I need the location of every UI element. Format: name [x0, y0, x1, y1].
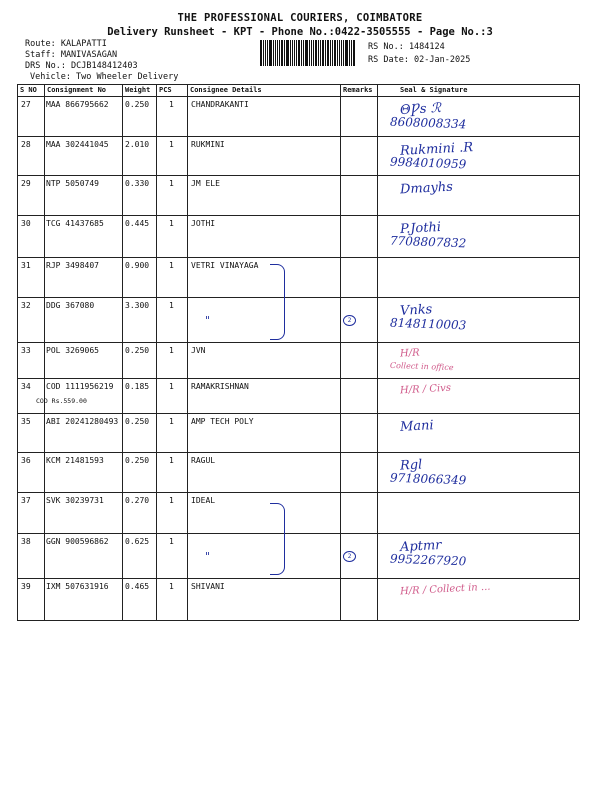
- row-pcs: 1: [169, 301, 174, 310]
- row-consignment-no: MAA 866795662: [46, 100, 109, 109]
- row-sno: 32: [21, 301, 31, 310]
- table-row-divider: [17, 533, 579, 534]
- signature-phone: 7708807832: [389, 233, 467, 251]
- signature-phone: 8608008334: [389, 114, 467, 132]
- row-consignee: RAGUL: [191, 456, 216, 465]
- barcode-bar: [343, 40, 344, 66]
- barcode-bar: [269, 40, 272, 66]
- signature-phone: 9952267920: [389, 551, 467, 569]
- barcode-bar: [325, 40, 326, 66]
- signature-phone: 8148110003: [389, 315, 467, 333]
- row-weight: 0.250: [125, 346, 150, 355]
- barcode-bar: [267, 40, 269, 66]
- signature: Vnks: [399, 302, 433, 319]
- column-header: S NO: [20, 86, 37, 94]
- table-column-divider: [187, 84, 188, 620]
- column-header: Weight: [125, 86, 151, 94]
- row-consignee: SHIVANI: [191, 582, 225, 591]
- barcode-bar: [330, 40, 331, 66]
- signature: Dmayhs: [399, 179, 454, 198]
- row-consignment-no: DDG 367080: [46, 301, 95, 310]
- row-pcs: 1: [169, 346, 174, 355]
- row-consignee: VETRI VINAYAGA: [191, 261, 259, 270]
- table-row-divider: [17, 175, 579, 176]
- bracket-scribble: [270, 503, 285, 575]
- signature: H/R / Collect in ...: [399, 581, 491, 598]
- row-pcs: 1: [169, 417, 174, 426]
- row-consignee: RUKMINI: [191, 140, 225, 149]
- barcode-bar: [349, 40, 351, 66]
- table-column-divider: [156, 84, 157, 620]
- barcode-bar: [275, 40, 276, 66]
- row-consignment-no: TCG 41437685: [46, 219, 104, 228]
- table-row-divider: [17, 215, 579, 216]
- row-sno: 33: [21, 346, 31, 355]
- column-header: PCS: [159, 86, 172, 94]
- barcode-bar: [345, 40, 348, 66]
- row-sno: 35: [21, 417, 31, 426]
- barcode-bar: [318, 40, 319, 66]
- bracket-scribble: [270, 264, 285, 340]
- row-sno: 28: [21, 140, 31, 149]
- row-consignment-no: GGN 900596862: [46, 537, 109, 546]
- row-consignment-no: SVK 30239731: [46, 496, 104, 505]
- row-consignee: CHANDRAKANTI: [191, 100, 249, 109]
- row-weight: 0.445: [125, 219, 150, 228]
- barcode-bar: [301, 40, 302, 66]
- table-row-divider: [17, 452, 579, 453]
- rs-date: RS Date: 02-Jan-2025: [368, 55, 471, 65]
- row-pcs: 1: [169, 496, 174, 505]
- row-consignee: JOTHI: [191, 219, 216, 228]
- row-consignment-no: ABI 20241280493: [46, 417, 119, 426]
- barcode-bar: [279, 40, 281, 66]
- barcode-bar: [339, 40, 340, 66]
- column-header: Seal & Signature: [400, 86, 468, 94]
- barcode-bar: [286, 40, 289, 66]
- row-consignment-no: NTP 5050749: [46, 179, 99, 188]
- barcode-bar: [260, 40, 262, 66]
- signature-phone: 9984010959: [389, 154, 467, 172]
- signature: P.Jothi: [399, 219, 442, 238]
- row-sno: 39: [21, 582, 31, 591]
- row-ditto-mark: ": [205, 314, 211, 327]
- row-weight: 2.010: [125, 140, 150, 149]
- row-cod-note: COD Rs.559.00: [36, 397, 87, 405]
- row-sno: 34: [21, 382, 31, 391]
- barcode-bar: [341, 40, 342, 66]
- row-consignee: JVN: [191, 346, 206, 355]
- row-pcs: 1: [169, 582, 174, 591]
- signature: Mani: [399, 418, 434, 435]
- signature-phone: Collect in office: [389, 360, 454, 373]
- table-row-divider: [17, 297, 579, 298]
- row-consignee: JM ELE: [191, 179, 220, 188]
- row-weight: 0.250: [125, 456, 150, 465]
- table-column-divider: [44, 84, 45, 620]
- table-row-divider: [17, 378, 579, 379]
- row-consignment-no: MAA 302441045: [46, 140, 109, 149]
- row-weight: 0.625: [125, 537, 150, 546]
- remark-circle: 2: [343, 315, 356, 326]
- row-pcs: 1: [169, 456, 174, 465]
- barcode-bar: [298, 40, 300, 66]
- table-row-divider: [17, 578, 579, 579]
- signature: Aptmr: [399, 537, 442, 556]
- rs-number: RS No.: 1484124: [368, 42, 445, 52]
- table-column-divider: [122, 84, 123, 620]
- table-column-divider: [377, 84, 378, 620]
- barcode-bar: [313, 40, 314, 66]
- table-column-divider: [579, 84, 580, 620]
- row-consignee: AMP TECH POLY: [191, 417, 254, 426]
- company-title: THE PROFESSIONAL COURIERS, COIMBATORE: [177, 12, 423, 24]
- barcode-bar: [322, 40, 325, 66]
- row-sno: 31: [21, 261, 31, 270]
- vehicle-label: Vehicle: Two Wheeler Delivery: [30, 72, 179, 82]
- barcode-bar: [296, 40, 297, 66]
- table-row-divider: [17, 136, 579, 137]
- signature: H/R: [399, 347, 420, 360]
- drs-label: DRS No.: DCJB148412403: [25, 61, 138, 71]
- table-row-divider: [17, 620, 579, 621]
- row-weight: 0.330: [125, 179, 150, 188]
- row-sno: 36: [21, 456, 31, 465]
- column-header: Remarks: [343, 86, 373, 94]
- row-weight: 0.900: [125, 261, 150, 270]
- barcode-bar: [265, 40, 266, 66]
- barcode-bar: [284, 40, 285, 66]
- barcode-bar: [332, 40, 333, 66]
- row-sno: 37: [21, 496, 31, 505]
- staff-label: Staff: MANIVASAGAN: [25, 50, 118, 60]
- barcode-bar: [277, 40, 278, 66]
- signature-phone: 9718066349: [389, 470, 467, 488]
- barcode-bar: [353, 40, 355, 66]
- row-pcs: 1: [169, 100, 174, 109]
- row-pcs: 1: [169, 382, 174, 391]
- barcode-bar: [309, 40, 311, 66]
- barcode-bar: [263, 40, 264, 66]
- row-weight: 0.250: [125, 417, 150, 426]
- column-header: Consignee Details: [190, 86, 262, 94]
- row-pcs: 1: [169, 179, 174, 188]
- signature: H/R / Civs: [399, 382, 452, 397]
- row-sno: 29: [21, 179, 31, 188]
- table-column-divider: [17, 84, 18, 620]
- table-row-divider: [17, 342, 579, 343]
- row-weight: 0.185: [125, 382, 150, 391]
- row-consignment-no: COD 1111956219: [46, 382, 114, 391]
- route-label: Route: KALAPATTI: [25, 39, 107, 49]
- table-row-divider: [17, 84, 579, 85]
- barcode-bar: [315, 40, 317, 66]
- table-row-divider: [17, 96, 579, 97]
- signature: ΘǷs ℛ: [399, 100, 442, 119]
- barcode-bar: [351, 40, 352, 66]
- row-sno: 38: [21, 537, 31, 546]
- barcode-bar: [337, 40, 339, 66]
- barcode-bar: [281, 40, 283, 66]
- table-row-divider: [17, 492, 579, 493]
- barcode-bar: [290, 40, 291, 66]
- row-pcs: 1: [169, 140, 174, 149]
- row-consignment-no: POL 3269065: [46, 346, 99, 355]
- barcode-bar: [311, 40, 312, 66]
- barcode-bar: [334, 40, 336, 66]
- barcode-bar: [294, 40, 296, 66]
- table-column-divider: [340, 84, 341, 620]
- barcode-bar: [292, 40, 293, 66]
- barcode-bar: [273, 40, 274, 66]
- row-ditto-mark: ": [205, 550, 211, 563]
- row-sno: 30: [21, 219, 31, 228]
- barcode-bar: [327, 40, 329, 66]
- row-sno: 27: [21, 100, 31, 109]
- barcode-bar: [303, 40, 304, 66]
- table-row-divider: [17, 257, 579, 258]
- row-weight: 0.270: [125, 496, 150, 505]
- remark-circle: 2: [343, 551, 356, 562]
- row-consignee: IDEAL: [191, 496, 216, 505]
- column-header: Consignment No: [47, 86, 107, 94]
- barcode-bar: [305, 40, 308, 66]
- barcode-bar: [320, 40, 321, 66]
- row-pcs: 1: [169, 261, 174, 270]
- table-row-divider: [17, 413, 579, 414]
- row-consignee: RAMAKRISHNAN: [191, 382, 249, 391]
- row-consignment-no: IXM 507631916: [46, 582, 109, 591]
- runsheet-subtitle: Delivery Runsheet - KPT - Phone No.:0422-3505555 - Page No.:3: [107, 26, 493, 38]
- row-weight: 0.465: [125, 582, 150, 591]
- row-weight: 0.250: [125, 100, 150, 109]
- row-weight: 3.300: [125, 301, 150, 310]
- row-consignment-no: RJP 3498407: [46, 261, 99, 270]
- signature: Rukmini .R: [399, 140, 474, 159]
- row-pcs: 1: [169, 537, 174, 546]
- row-pcs: 1: [169, 219, 174, 228]
- barcode: [260, 40, 356, 66]
- signature: Rgl: [399, 457, 423, 474]
- row-consignment-no: KCM 21481593: [46, 456, 104, 465]
